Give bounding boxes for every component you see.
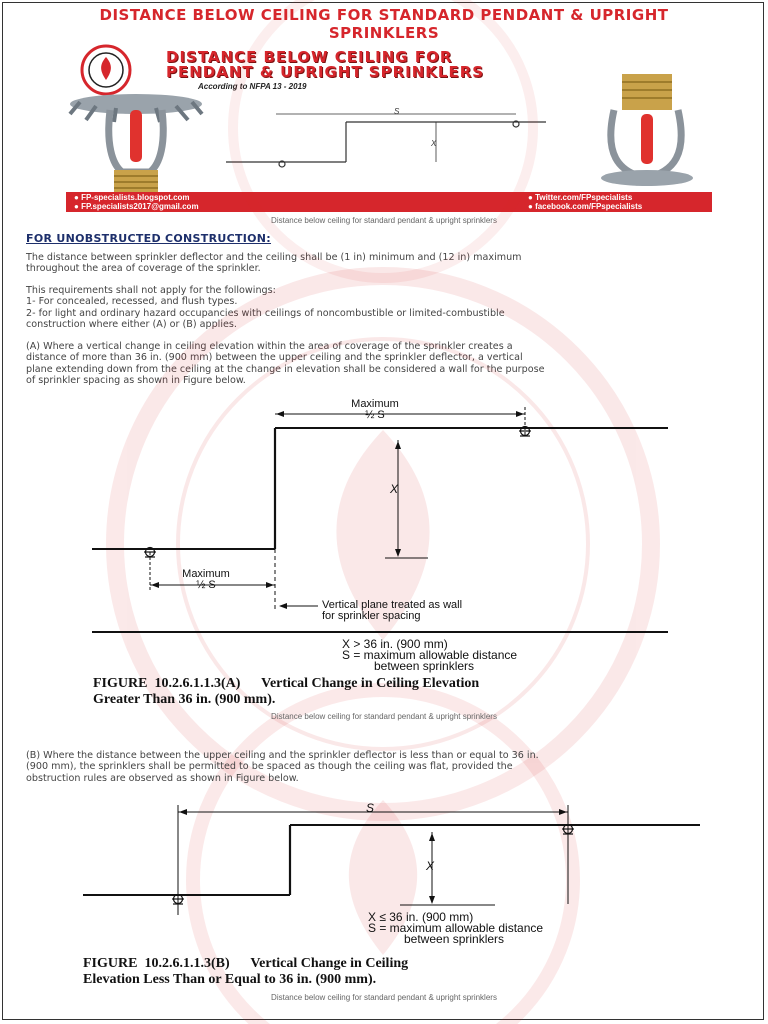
banner-title-line-2: PENDANT & UPRIGHT SPRINKLERS (166, 63, 485, 81)
figure-b-legend: X ≤ 36 in. (900 mm) S = maximum allowable distance between sprinklers (368, 910, 544, 946)
banner-s-label: S (394, 107, 400, 116)
figure-a-wall-label: Vertical plane treated as wall for sprinkler spacing (322, 599, 463, 622)
section-heading: FOR UNOBSTRUCTED CONSTRUCTION: (26, 232, 272, 245)
figure-a-title: FIGURE 10.2.6.1.1.3(A) Vertical Change in Ceiling Elevation Greater Than 36 in. (900 mm). (93, 676, 480, 707)
figure-a-max-left-label: Maximum ½ S (182, 568, 230, 591)
banner-caption: Distance below ceiling for standard pendant & upright sprinklers (271, 216, 497, 225)
figure-a-legend: X > 36 in. (900 mm) S = maximum allowable distance between sprinklers (342, 637, 518, 673)
page-title-line-2: SPRINKLERS (328, 24, 440, 42)
twitter-link[interactable]: ● Twitter.com/FPspecialists (528, 193, 633, 202)
paragraph-a: (A) Where a vertical change in ceiling elevation within the area of coverage of the sprinkler creates a distance of more than 36 in. (900 mm) between the upper ceiling and the sprinkler deflector, a vertical plane extending down from the ceiling at the change in elevation shall be considered a wall for the purpose of sprinkler spacing as shown in Figure below. (26, 341, 545, 386)
figure-b-caption: Distance below ceiling for standard pendant & upright sprinklers (271, 993, 497, 1002)
blog-link[interactable]: ● FP-specialists.blogspot.com (74, 193, 190, 202)
paragraph-1: The distance between sprinkler deflector and the ceiling shall be (1 in) minimum and (12 in) maximum throughout the area of coverage of the sprinkler. (26, 252, 522, 275)
figure-b-title: FIGURE 10.2.6.1.1.3(B) Vertical Change in Ceiling Elevation Less Than or Equal to 36 in. (900 mm). (83, 956, 409, 987)
email-link[interactable]: ● FP.specialists2017@gmail.com (74, 202, 199, 211)
banner-x-label: X (431, 139, 437, 148)
paragraph-2: This requirements shall not apply for the followings: 1- For concealed, recessed, and flush types. 2- for light and ordinary hazard occupancies with ceilings of noncombustible or limited-combustible construction where either (A) or (B) applies. (26, 285, 505, 330)
page-title-line-1: DISTANCE BELOW CEILING FOR STANDARD PENDANT & UPRIGHT (99, 6, 669, 24)
figure-b-x-label: X (426, 859, 435, 873)
figure-a-max-top-label: Maximum ½ S (351, 398, 399, 421)
facebook-link[interactable]: ● facebook.com/FPspecialists (528, 202, 643, 211)
figure-a-x-label: X (390, 482, 399, 496)
paragraph-b: (B) Where the distance between the upper ceiling and the sprinkler deflector is less than or equal to 36 in. (900 mm), the sprinklers shall be permitted to be spaced as though the ceiling was flat, provided the obstruction rules are observed as shown in Figure below. (26, 750, 539, 784)
figure-a-caption: Distance below ceiling for standard pendant & upright sprinklers (271, 712, 497, 721)
banner-title-line-1: DISTANCE BELOW CEILING FOR (166, 48, 453, 66)
banner-subtitle: According to NFPA 13 - 2019 (198, 82, 307, 91)
figure-b-s-label: S (366, 801, 375, 815)
